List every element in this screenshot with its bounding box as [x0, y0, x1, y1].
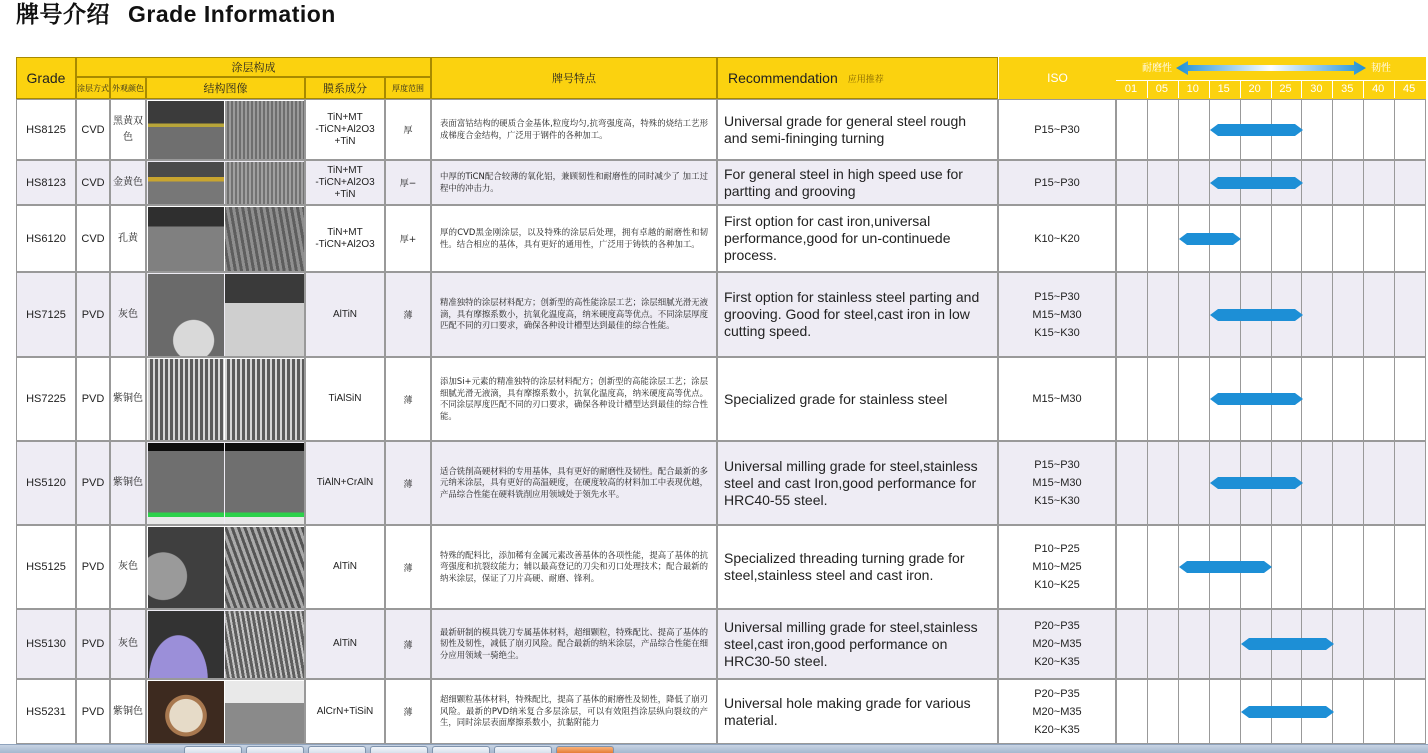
- scale-header-divider: [1116, 80, 1426, 81]
- recommendation-cell: [717, 99, 998, 160]
- coating-cross-section-image: [225, 359, 304, 441]
- appearance-color-text: 紫铜色: [113, 477, 143, 488]
- film-layer-text: +TiN: [334, 135, 356, 147]
- film-composition-lines: [333, 561, 357, 573]
- scale-grid-cell: [1363, 441, 1395, 525]
- scale-grid-cell: [1332, 357, 1364, 441]
- film-layer-text: TiAlN+CrAlN: [316, 477, 374, 488]
- scale-grid-cell: [1332, 525, 1364, 609]
- appearance-color-cell: [110, 679, 146, 744]
- thickness-cell: 薄: [385, 357, 431, 441]
- appearance-color-text: 紫铜色: [113, 393, 143, 404]
- iso-range-text: M15~M30: [1032, 393, 1082, 405]
- scale-divider: [1363, 81, 1364, 98]
- grade-cell: HS8125: [16, 99, 76, 160]
- grade-cell: HS8123: [16, 160, 76, 205]
- scale-grid-cell: [1363, 160, 1395, 205]
- iso-cell: [998, 357, 1116, 441]
- film-layer-text: TiN+MT: [327, 164, 363, 176]
- iso-range-text: P10~P25: [1034, 543, 1080, 555]
- coating-cross-section-image: [225, 162, 304, 205]
- coating-micrograph-image: [148, 527, 224, 609]
- structure-image-cell: [146, 357, 305, 441]
- scale-grid-cell: [1301, 205, 1333, 272]
- scale-grid-cell: [1301, 441, 1333, 525]
- iso-range-text: K15~K30: [1034, 326, 1080, 339]
- scale-grid-cell: [1363, 357, 1395, 441]
- appearance-color-text: 灰色: [118, 308, 138, 320]
- scale-tick-label: 30: [1310, 83, 1323, 95]
- taskbar-button[interactable]: [308, 746, 366, 753]
- header-thickness-range: 厚度范围: [385, 77, 431, 99]
- recommendation-cell: [717, 609, 998, 679]
- taskbar-button[interactable]: [494, 746, 552, 753]
- scale-grid-cell: [1147, 272, 1179, 357]
- appearance-color-cell: [110, 160, 146, 205]
- film-layer-text: +TiN: [334, 188, 356, 200]
- scale-grid-cell: [1147, 609, 1179, 679]
- coating-method-cell: PVD: [76, 441, 110, 525]
- features-cell: [431, 99, 717, 160]
- iso-cell: [998, 525, 1116, 609]
- features-text: 精准独特的涂层材料配方；创新型的高性能涂层工艺；涂层细腻光滑无液滴，具有摩擦系数小，抗氧化温度高，纳米硬度高等优点。不同涂层厚度匹配不同的刃口要求，确保各种设计槽型达到最佳的综合性能。: [440, 297, 708, 331]
- scale-grid-cell: [1394, 205, 1426, 272]
- film-composition-cell: [305, 679, 385, 744]
- appearance-color-cell: [110, 205, 146, 272]
- scale-tick-label: 15: [1217, 83, 1230, 95]
- coating-cross-section-image: [225, 611, 304, 679]
- film-layer-text: TiN+MT: [327, 111, 363, 123]
- scale-grid-cell: [1178, 160, 1210, 205]
- scale-grid-cell: [1178, 609, 1210, 679]
- scale-grid-cell: [1332, 609, 1364, 679]
- performance-range-bar: [1241, 637, 1336, 651]
- scale-divider: [1178, 81, 1179, 98]
- scale-grid-cell: [1178, 99, 1210, 160]
- iso-range-text: P20~P35: [1034, 687, 1080, 700]
- scale-grid-cell: [1332, 272, 1364, 357]
- iso-cell: [998, 609, 1116, 679]
- toughness-label: 韧性: [1371, 63, 1391, 74]
- iso-range-text: M20~M35: [1032, 705, 1082, 718]
- thickness-cell: 薄: [385, 679, 431, 744]
- film-layer-text: TiN+MT: [327, 226, 363, 238]
- coating-cross-section-image: [225, 443, 304, 525]
- iso-range-text: P15~P30: [1034, 459, 1080, 471]
- scale-grid-cell: [1301, 272, 1333, 357]
- scale-grid-cell: [1394, 525, 1426, 609]
- scale-grid-cell: [1394, 357, 1426, 441]
- features-cell: [431, 160, 717, 205]
- scale-grid-cell: [1363, 525, 1395, 609]
- structure-image-cell: [146, 205, 305, 272]
- film-layer-text: -TiCN+Al2O3: [315, 238, 375, 250]
- film-composition-lines: [317, 706, 374, 718]
- features-text: 特殊的配料比，添加稀有金属元素改善基体的各项性能，提高了基体的抗弯强度和抗裂纹能力；辅以最高登记的刀尖和刃口处理技术；配合最新的纳米涂层，保证了刀片高硬、耐磨、锋利。: [440, 549, 708, 583]
- scale-grid-cell: [1116, 609, 1148, 679]
- scale-divider: [1147, 81, 1148, 98]
- scale-grid-cell: [1301, 160, 1333, 205]
- scale-grid-cell: [1394, 272, 1426, 357]
- recommendation-text: For general steel in high speed use for partting and grooving: [724, 165, 963, 199]
- thickness-cell: 薄: [385, 609, 431, 679]
- performance-range-bar: [1241, 705, 1336, 719]
- scale-grid-cell: [1178, 272, 1210, 357]
- scale-grid-cell: [1116, 525, 1148, 609]
- header-scale: [1116, 57, 1426, 99]
- film-composition-lines: [333, 309, 357, 321]
- features-text: 中厚的TiCN配合较薄的氧化铝，兼顾韧性和耐磨性的同时减少了 加工过程中的冲击力。: [440, 171, 708, 193]
- film-layer-text: AlTiN: [332, 561, 358, 572]
- scale-grid-cell: [1363, 609, 1395, 679]
- header-recommendation-cn: 应用推荐: [847, 74, 884, 85]
- coating-cross-section-image: [225, 101, 304, 160]
- scale-divider: [1271, 81, 1272, 98]
- iso-range-text: K10~K20: [1034, 232, 1080, 245]
- scale-grid-cell: [1271, 525, 1303, 609]
- grade-cell: HS6120: [16, 205, 76, 272]
- scale-grid-cell: [1147, 525, 1179, 609]
- structure-image-cell: [146, 525, 305, 609]
- performance-range-bar: [1210, 123, 1305, 137]
- recommendation-text: Specialized threading turning grade for steel,stainless steel and cast iron.: [724, 550, 965, 583]
- recommendation-cell: [717, 205, 998, 272]
- scale-grid-cell: [1147, 679, 1179, 744]
- coating-method-cell: PVD: [76, 272, 110, 357]
- iso-range-text: K20~K35: [1034, 656, 1080, 668]
- scale-grid-cell: [1209, 609, 1241, 679]
- features-text: 最新研制的模具铣刀专属基体材料，超细颗粒，特殊配比、提高了基体的韧性及韧性，减低了崩刃风险。配合最新的纳米涂层，产品综合性能在细分应用领域一骑绝尘。: [440, 626, 708, 660]
- film-composition-cell: [305, 609, 385, 679]
- header-appearance-color: 外观颜色: [110, 77, 146, 99]
- performance-range-bar: [1210, 392, 1305, 406]
- scale-grid-cell: [1301, 357, 1333, 441]
- grade-cell: HS5125: [16, 525, 76, 609]
- recommendation-text: Universal milling grade for steel,stainless steel and cast Iron,good performance for HRC40-55 steel.: [724, 457, 978, 508]
- scale-grid-cell: [1363, 679, 1395, 744]
- film-composition-lines: [329, 393, 362, 405]
- iso-range-text: P15~P30: [1034, 123, 1080, 136]
- scale-grid-cell: [1209, 679, 1241, 744]
- structure-image-cell: [146, 679, 305, 744]
- iso-cell: [998, 441, 1116, 525]
- recommendation-text: First option for stainless steel parting and grooving. Good for steel,cast iron in low cutting speed.: [724, 289, 980, 339]
- recommendation-text: Universal hole making grade for various material.: [724, 694, 971, 728]
- scale-tick-label: 10: [1186, 83, 1199, 95]
- header-features: 牌号特点: [431, 57, 717, 99]
- recommendation-text: Specialized grade for stainless steel: [724, 390, 948, 407]
- scale-grid-cell: [1332, 160, 1364, 205]
- page-title-en: Grade Information: [128, 1, 336, 27]
- film-composition-cell: [305, 205, 385, 272]
- coating-method-cell: PVD: [76, 679, 110, 744]
- scale-grid-cell: [1116, 272, 1148, 357]
- film-composition-cell: [305, 357, 385, 441]
- thickness-cell: 厚−: [385, 160, 431, 205]
- features-text: 超细颗粒基体材料，特殊配比，提高了基体的耐磨性及韧性，降低了崩刃风险。最新的PVD纳米复合多层涂层，可以有效阻挡涂层纵向裂纹的产生，同时涂层表面摩擦系数小，抗黏附能力: [440, 694, 708, 728]
- features-cell: [431, 609, 717, 679]
- header-structure-image: 结构图像: [146, 77, 305, 99]
- scale-grid-cell: [1394, 609, 1426, 679]
- coating-micrograph-image: [148, 359, 224, 441]
- scale-divider: [1332, 81, 1333, 98]
- taskbar-button[interactable]: [370, 746, 428, 753]
- recommendation-cell: [717, 525, 998, 609]
- scale-grid-cell: [1332, 679, 1364, 744]
- performance-range-bar: [1210, 176, 1305, 190]
- thickness-cell: 厚: [385, 99, 431, 160]
- scale-grid-cell: [1240, 205, 1272, 272]
- structure-image-cell: [146, 441, 305, 525]
- scale-grid-cell: [1147, 99, 1179, 160]
- recommendation-cell: [717, 679, 998, 744]
- coating-method-cell: CVD: [76, 99, 110, 160]
- iso-range-text: P20~P35: [1034, 620, 1080, 632]
- iso-range-text: M20~M35: [1032, 638, 1082, 650]
- taskbar-button[interactable]: [246, 746, 304, 753]
- coating-cross-section-image: [225, 207, 304, 272]
- header-grade: Grade: [16, 57, 76, 99]
- scale-grid-cell: [1178, 679, 1210, 744]
- recommendation-cell: [717, 160, 998, 205]
- appearance-color-cell: [110, 441, 146, 525]
- features-cell: [431, 205, 717, 272]
- appearance-color-text: 灰色: [118, 638, 138, 649]
- page-title: [16, 0, 336, 30]
- scale-grid-cell: [1301, 525, 1333, 609]
- scale-divider: [1301, 81, 1302, 98]
- film-layer-text: -TiCN+Al2O3: [315, 123, 375, 135]
- coating-cross-section-image: [225, 681, 304, 744]
- scale-grid-cell: [1116, 441, 1148, 525]
- appearance-color-cell: [110, 357, 146, 441]
- grade-cell: HS5120: [16, 441, 76, 525]
- coating-micrograph-image: [148, 274, 224, 357]
- scale-grid-cell: [1147, 357, 1179, 441]
- scale-tick-label: 35: [1341, 83, 1354, 95]
- grade-cell: HS7125: [16, 272, 76, 357]
- iso-range-text: M15~M30: [1032, 477, 1082, 489]
- features-text: 厚的CVD黑金刚涂层，以及特殊的涂层后处理，拥有卓越的耐磨性和韧性。结合相应的基体，具有更好的通用性，广泛用于铸铁的各种加工。: [440, 227, 708, 249]
- scale-tick-label: 01: [1124, 83, 1138, 95]
- structure-image-cell: [146, 272, 305, 357]
- scale-divider: [1394, 81, 1395, 98]
- iso-range-text: P15~P30: [1034, 176, 1080, 189]
- film-composition-cell: [305, 441, 385, 525]
- scale-grid-cell: [1147, 205, 1179, 272]
- appearance-color-text: 紫铜色: [113, 705, 143, 717]
- scale-grid-cell: [1116, 160, 1148, 205]
- scale-grid-cell: [1147, 441, 1179, 525]
- features-cell: [431, 357, 717, 441]
- scale-tick-label: 05: [1155, 83, 1169, 95]
- coating-cross-section-image: [225, 274, 304, 357]
- thickness-cell: 厚+: [385, 205, 431, 272]
- scale-grid-cell: [1178, 441, 1210, 525]
- iso-cell: [998, 205, 1116, 272]
- features-cell: [431, 525, 717, 609]
- scale-grid-cell: [1178, 357, 1210, 441]
- taskbar-button[interactable]: [432, 746, 490, 753]
- features-cell: [431, 272, 717, 357]
- performance-range-bar: [1210, 476, 1305, 490]
- coating-method-cell: PVD: [76, 609, 110, 679]
- scale-grid-cell: [1363, 99, 1395, 160]
- header-recommendation-en: Recommendation: [728, 70, 838, 86]
- scale-grid-cell: [1332, 99, 1364, 160]
- coating-micrograph-image: [148, 207, 224, 272]
- film-layer-text: AlTiN: [332, 638, 358, 649]
- film-layer-text: AlTiN: [332, 308, 358, 320]
- scale-grid-cell: [1363, 272, 1395, 357]
- iso-range-text: K10~K25: [1034, 579, 1080, 591]
- coating-method-cell: PVD: [76, 357, 110, 441]
- header-recommendation: [717, 57, 998, 99]
- coating-micrograph-image: [148, 443, 224, 525]
- iso-cell: [998, 160, 1116, 205]
- thickness-cell: 薄: [385, 272, 431, 357]
- appearance-color-cell: [110, 609, 146, 679]
- coating-micrograph-image: [148, 611, 224, 679]
- scale-grid-cell: [1394, 99, 1426, 160]
- grade-cell: HS5231: [16, 679, 76, 744]
- structure-image-cell: [146, 99, 305, 160]
- scale-grid-cell: [1301, 99, 1333, 160]
- film-composition-cell: [305, 160, 385, 205]
- taskbar: [0, 744, 1428, 753]
- iso-cell: [998, 272, 1116, 357]
- taskbar-button[interactable]: [184, 746, 242, 753]
- features-cell: [431, 441, 717, 525]
- header-film-composition: 膜系成分: [305, 77, 385, 99]
- scale-grid-cell: [1147, 160, 1179, 205]
- appearance-color-text: 金黄色: [113, 176, 143, 188]
- scale-double-arrow-icon: [1176, 61, 1366, 75]
- film-composition-cell: [305, 99, 385, 160]
- iso-cell: [998, 99, 1116, 160]
- scale-divider: [1240, 81, 1241, 98]
- recommendation-cell: [717, 441, 998, 525]
- recommendation-cell: [717, 272, 998, 357]
- scale-grid-cell: [1116, 99, 1148, 160]
- features-text: 表面富钴结构的硬质合金基体,粒度均匀,抗弯强度高，特殊的烧结工艺形成梯度合金结构，广泛用于钢件的各种加工。: [440, 118, 708, 140]
- film-composition-lines: [333, 638, 357, 650]
- scale-tick-label: 40: [1372, 83, 1385, 95]
- film-composition-lines: [315, 165, 374, 201]
- coating-method-cell: CVD: [76, 160, 110, 205]
- scale-grid-cell: [1116, 679, 1148, 744]
- film-composition-lines: [315, 112, 374, 148]
- appearance-color-cell: [110, 99, 146, 160]
- appearance-color-cell: [110, 272, 146, 357]
- film-layer-text: TiAlSiN: [328, 393, 362, 404]
- film-composition-lines: [315, 227, 374, 251]
- recommendation-text: First option for cast iron,universal performance,good for un-continuede process.: [724, 213, 951, 263]
- performance-range-bar: [1179, 232, 1243, 246]
- structure-image-cell: [146, 160, 305, 205]
- appearance-color-cell: [110, 525, 146, 609]
- iso-range-text: K20~K35: [1034, 723, 1080, 736]
- page-title-cn: 牌号介绍: [16, 2, 110, 28]
- thickness-cell: 薄: [385, 441, 431, 525]
- scale-grid-cell: [1271, 205, 1303, 272]
- appearance-color-text: 孔黄: [118, 232, 138, 244]
- recommendation-text: Universal grade for general steel rough and semi-fininging turning: [724, 112, 967, 146]
- film-composition-cell: [305, 525, 385, 609]
- iso-range-text: P15~P30: [1034, 290, 1080, 303]
- wear-resistance-label: 耐磨性: [1142, 63, 1172, 74]
- coating-micrograph-image: [148, 101, 224, 160]
- coating-micrograph-image: [148, 681, 224, 744]
- grade-cell: HS5130: [16, 609, 76, 679]
- recommendation-text: Universal milling grade for steel,stainless steel,cast iron,good performance on HRC30-50 steel.: [724, 618, 978, 669]
- coating-method-cell: CVD: [76, 205, 110, 272]
- performance-range-bar: [1210, 308, 1305, 322]
- iso-range-text: M15~M30: [1032, 308, 1082, 321]
- coating-micrograph-image: [148, 162, 224, 205]
- coating-cross-section-image: [225, 527, 304, 609]
- scale-divider: [1209, 81, 1210, 98]
- film-layer-text: AlCrN+TiSiN: [316, 705, 374, 717]
- scale-grid-cell: [1332, 205, 1364, 272]
- scale-grid-cell: [1363, 205, 1395, 272]
- iso-range-text: K15~K30: [1034, 495, 1080, 507]
- film-layer-text: -TiCN+Al2O3: [315, 176, 375, 188]
- scale-grid-cell: [1394, 679, 1426, 744]
- header-coating-group: 涂层构成: [76, 57, 431, 77]
- taskbar-button-active[interactable]: [556, 746, 614, 753]
- scale-grid-cell: [1332, 441, 1364, 525]
- scale-tick-label: 25: [1279, 83, 1292, 95]
- performance-range-bar: [1179, 560, 1274, 574]
- iso-cell: [998, 679, 1116, 744]
- thickness-cell: 薄: [385, 525, 431, 609]
- features-text: 适合铣削高硬材料的专用基体，具有更好的耐磨性及韧性。配合最新的多元纳米涂层，具有更好的高温硬度，在硬度较高的材料加工中表现优越，产品综合性能在硬料铣削应用领域处于领先水平。: [440, 465, 708, 499]
- scale-grid-cell: [1116, 205, 1148, 272]
- appearance-color-text: 黑黄双色: [113, 115, 143, 143]
- coating-method-cell: PVD: [76, 525, 110, 609]
- appearance-color-text: 灰色: [118, 561, 138, 572]
- structure-image-cell: [146, 609, 305, 679]
- scale-grid-cell: [1394, 160, 1426, 205]
- header-coating-method: 涂层方式: [76, 77, 110, 99]
- scale-tick-label: 20: [1248, 83, 1261, 95]
- features-cell: [431, 679, 717, 744]
- iso-range-text: M10~M25: [1032, 561, 1082, 573]
- scale-grid-cell: [1116, 357, 1148, 441]
- header-iso: ISO: [999, 57, 1116, 99]
- film-composition-cell: [305, 272, 385, 357]
- grade-cell: HS7225: [16, 357, 76, 441]
- scale-tick-label: 45: [1402, 83, 1416, 95]
- film-composition-lines: [317, 477, 374, 489]
- features-text: 添加Si+元素的精准独特的涂层材料配方；创新型的高能涂层工艺；涂层细腻光滑无液滴，具有摩擦系数小，抗氧化温度高，纳米硬度高等优点。不同涂层厚度匹配不同的刃口要求，确保各种设计槽型达到最佳的综合性能。: [440, 376, 708, 421]
- scale-grid-cell: [1394, 441, 1426, 525]
- recommendation-cell: [717, 357, 998, 441]
